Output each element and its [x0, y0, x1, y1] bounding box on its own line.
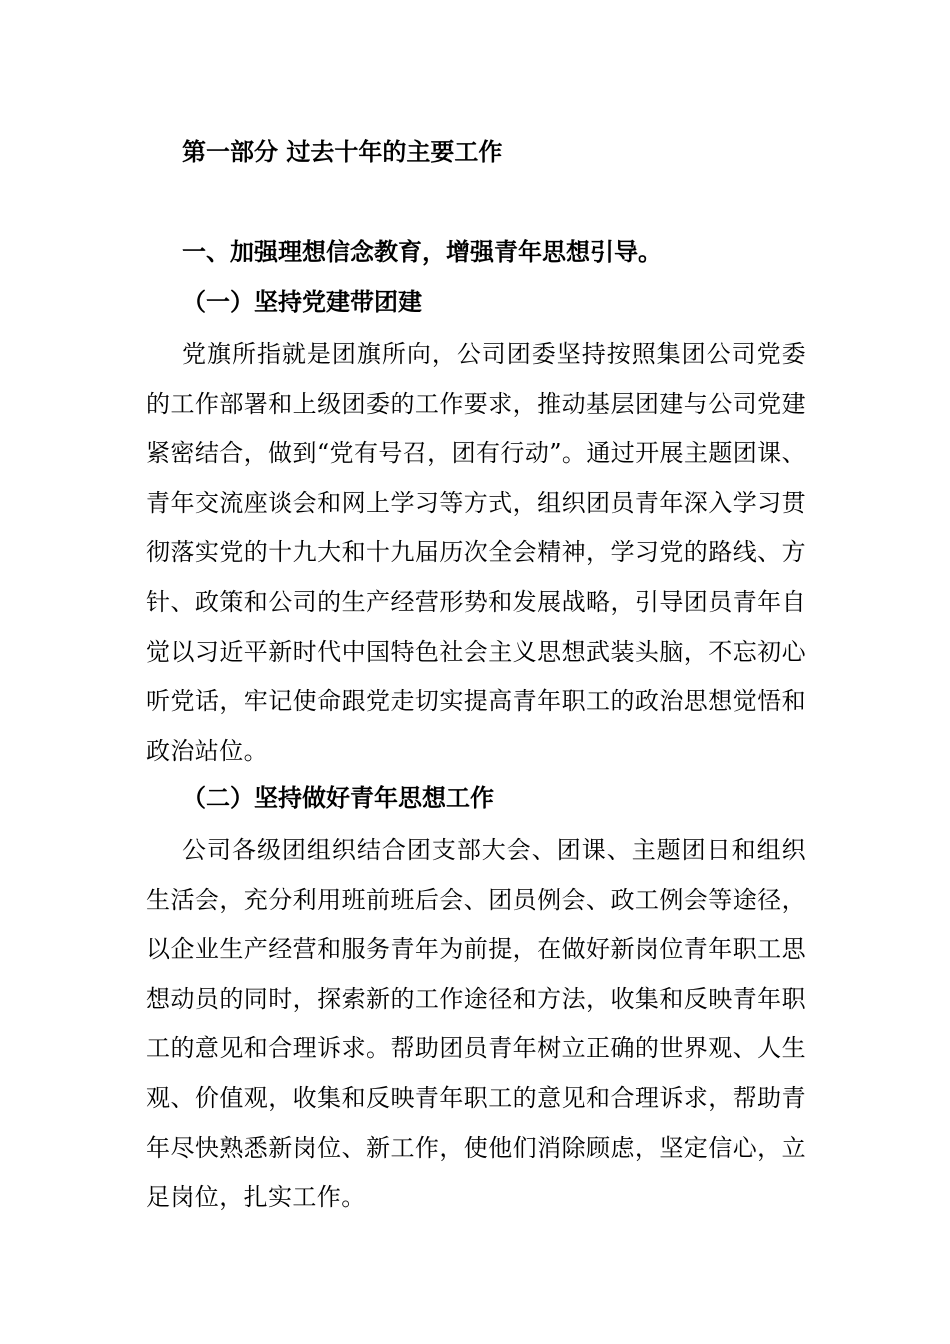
subsection-title-2: （二）坚持做好青年思想工作	[182, 784, 494, 812]
subsection-body-1: 党旗所指就是团旗所向，公司团委坚持按照集团公司党委的工作部署和上级团委的工作要求，推动基层团建与公司党建紧密结合，做到“党有号召，团有行动”。通过开展主题团课、青年交流座谈会和网上学习等方式，组织团员青年深入学习贯彻落实党的十九大和十九届历次全会精神，学习党的路线、方针、政策和公司的生产经营形势和发展战略，引导团员青年自觉以习近平新时代中国特色社会主义思想武装头脑，不忘初心听党话，牢记使命跟党走切实提高青年职工的政治思想觉悟和政治站位。	[146, 340, 806, 765]
subsection-title-1: （一）坚持党建带团建	[182, 288, 422, 316]
part-title: 第一部分 过去十年的主要工作	[182, 138, 503, 166]
subsection-body-2: 公司各级团组织结合团支部大会、团课、主题团日和组织生活会，充分利用班前班后会、团员例会、政工例会等途径，以企业生产经营和服务青年为前提，在做好新岗位青年职工思想动员的同时，探索新的工作途径和方法，收集和反映青年职工的意见和合理诉求。帮助团员青年树立正确的世界观、人生观、价值观，收集和反映青年职工的意见和合理诉求，帮助青年尽快熟悉新岗位、新工作，使他们消除顾虑，坚定信心，立足岗位，扎实工作。	[146, 836, 806, 1212]
section-title: 一、加强理想信念教育，增强青年思想引导。	[182, 238, 662, 266]
